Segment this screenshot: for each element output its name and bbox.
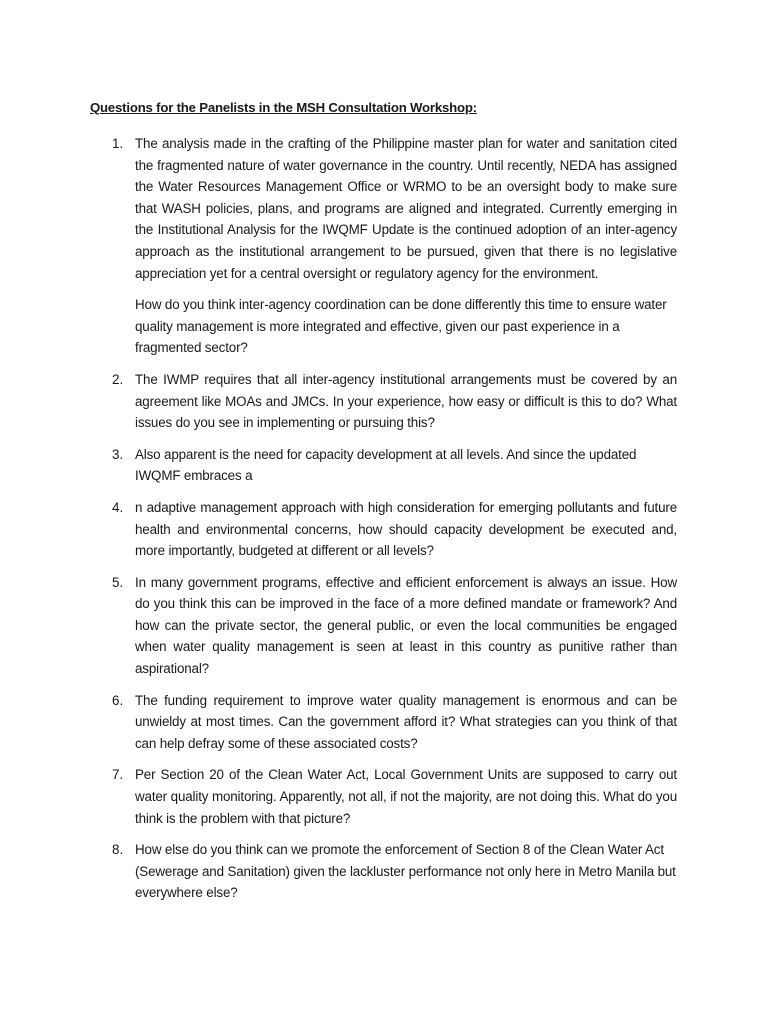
question-number: 7. [112,767,124,783]
document-title: Questions for the Panelists in the MSH Consultation Workshop: [90,100,477,115]
question-text: The IWMP requires that all inter-agency institutional arrangements must be covered by an agreement like MOAs and JMCs. In your experience, how easy or difficult is this to do? What issues do you see in implementing or pursuing this? [135,371,677,431]
question-item [112,690,677,755]
question-text: n adaptive management approach with high consideration for emerging pollutants and future health and environmental concerns, how should capacity development be executed and, more importantly, budgeted at different or all levels? [135,499,677,559]
question-number: 3. [112,446,124,462]
question-text: Per Section 20 of the Clean Water Act, Local Government Units are supposed to carry out water quality monitoring. Apparently, not all, if not the majority, are not doing this. What do you think is the problem with that picture? [135,767,677,826]
question-number: 6. [112,692,124,708]
question-item [112,133,677,359]
question-text: How do you think inter-agency coordination can be done differently this time to ensure water quality management is more integrated and effective, given our past experience in a fragmented sector? [135,297,667,356]
question-text: Also apparent is the need for capacity development at all levels. And since the updated IWQMF embraces a [135,446,637,484]
question-item [112,839,677,904]
question-text: The funding requirement to improve water quality management is enormous and can be unwieldy at most times. Can the government afford it? What strategies can you think of that can help defray some of these associated costs? [135,692,677,751]
question-item [112,369,677,434]
question-text: How else do you think can we promote the enforcement of Section 8 of the Clean Water Act (Sewerage and Sanitation) given the lackluster performance not only here in Metro Manila but everywhere else? [135,842,676,901]
question-item [112,764,677,829]
question-number: 2. [112,371,124,387]
question-text: The analysis made in the crafting of the Philippine master plan for water and sanitation cited the fragmented nature of water governance in the country. Until recently, NEDA has assigned the Water Resources Management Office or WRMO to be an oversight body to make sure that WASH policies, plans, and programs are aligned and integrated. Currently emerging in the Institutional Analysis for the IWQMF Update is the continued adoption of an inter-agency approach as the institutional arrangement to be pursued, given that there is no legislative appreciation yet for a central oversight or regulatory agency for the environment. [135,136,677,281]
question-item [112,497,677,562]
question-number: 4. [112,499,124,515]
question-item [112,572,677,680]
question-item [112,444,677,487]
question-number: 5. [112,574,124,590]
question-number: 8. [112,842,124,858]
question-number: 1. [112,136,124,151]
question-text: In many government programs, effective and efficient enforcement is always an issue. How do you think this can be improved in the face of a more defined mandate or framework? And how can the private sector, the general public, or even the local communities be engaged when water quality management is seen at least in this country as punitive rather than aspirational? [135,574,677,677]
questions-list [112,133,677,914]
